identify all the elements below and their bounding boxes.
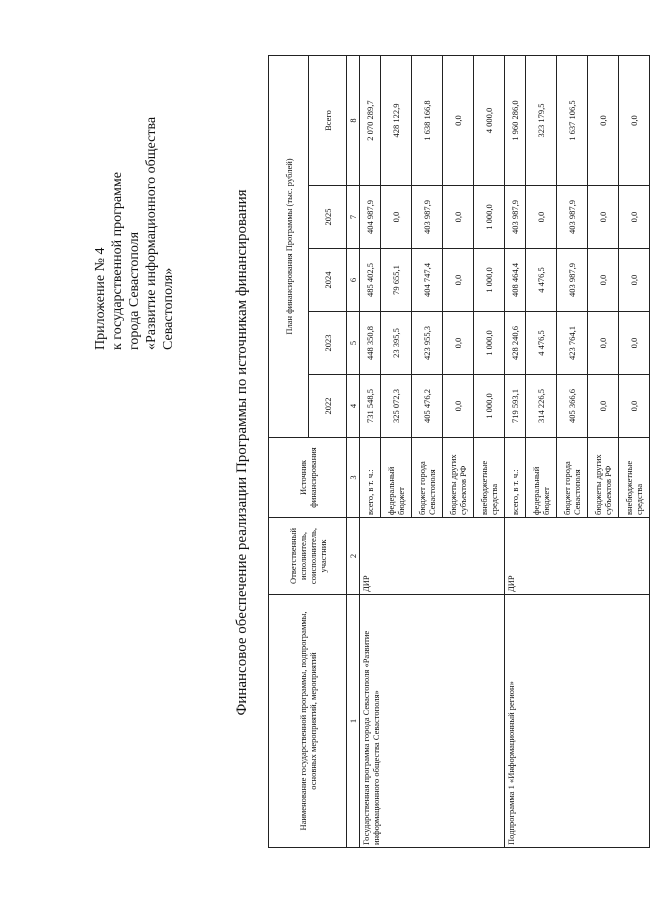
amount-cell: 1 000,0 xyxy=(474,375,505,438)
amount-cell: 0,0 xyxy=(588,312,619,375)
amount-cell: 403 987,9 xyxy=(557,249,588,312)
amount-cell: 405 476,2 xyxy=(412,375,443,438)
amount-cell: 423 764,1 xyxy=(557,312,588,375)
amount-cell: 0,0 xyxy=(619,312,650,375)
amount-cell: 448 350,8 xyxy=(360,312,381,375)
amount-cell: 405 366,6 xyxy=(557,375,588,438)
total-cell: 323 179,5 xyxy=(526,55,557,185)
column-number: 2 xyxy=(347,518,360,595)
amount-cell: 4 476,5 xyxy=(526,312,557,375)
amount-cell: 428 240,6 xyxy=(505,312,526,375)
header-year: 2023 xyxy=(309,312,347,375)
source-cell: всего, в т. ч.: xyxy=(505,438,526,518)
header-total: Всего xyxy=(309,55,347,185)
source-cell: федеральный бюджет xyxy=(381,438,412,518)
amount-cell: 0,0 xyxy=(619,375,650,438)
total-cell: 0,0 xyxy=(619,55,650,185)
appendix-line: Севастополя» xyxy=(161,267,176,350)
total-cell: 4 000,0 xyxy=(474,55,505,185)
header-name: Наименование государственной программы, подпрограммы, основных мероприятий, мероприятий xyxy=(269,595,347,848)
total-cell: 428 122,9 xyxy=(381,55,412,185)
program-name-cell: Подпрограмма 1 «Информационный регион» xyxy=(505,595,650,848)
total-cell: 1 960 286,0 xyxy=(505,55,526,185)
column-number: 6 xyxy=(347,249,360,312)
appendix-line: города Севастополя xyxy=(127,231,142,350)
amount-cell: 1 000,0 xyxy=(474,312,505,375)
column-number: 7 xyxy=(347,186,360,249)
total-cell: 0,0 xyxy=(588,55,619,185)
column-numbers-row xyxy=(347,55,360,847)
total-cell: 1 638 166,8 xyxy=(412,55,443,185)
executor-cell: ДИР xyxy=(360,518,505,595)
amount-cell: 423 955,3 xyxy=(412,312,443,375)
appendix-line: к государственной программе xyxy=(110,172,125,350)
source-cell: бюджеты других субъектов РФ xyxy=(588,438,619,518)
source-cell: бюджеты других субъектов РФ xyxy=(443,438,474,518)
amount-cell: 403 987,9 xyxy=(412,186,443,249)
amount-cell: 0,0 xyxy=(619,249,650,312)
amount-cell: 0,0 xyxy=(443,186,474,249)
amount-cell: 404 987,9 xyxy=(360,186,381,249)
header-plan: План финансирования Программы (тыс. рублей) xyxy=(269,55,309,437)
document-title: Финансовое обеспечение реализации Программы по источникам финансирования xyxy=(234,189,250,716)
amount-cell: 404 747,4 xyxy=(412,249,443,312)
amount-cell: 1 000,0 xyxy=(474,186,505,249)
amount-cell: 1 000,0 xyxy=(474,249,505,312)
source-cell: бюджет города Севастополя xyxy=(412,438,443,518)
amount-cell: 23 395,5 xyxy=(381,312,412,375)
amount-cell: 719 593,1 xyxy=(505,375,526,438)
amount-cell: 0,0 xyxy=(443,375,474,438)
source-cell: внебюджетные средства xyxy=(619,438,650,518)
header-year: 2024 xyxy=(309,249,347,312)
source-cell: федеральный бюджет xyxy=(526,438,557,518)
header-source: Источник финансирования xyxy=(269,438,347,518)
amount-cell: 0,0 xyxy=(619,186,650,249)
amount-cell: 4 476,5 xyxy=(526,249,557,312)
column-number: 4 xyxy=(347,375,360,438)
amount-cell: 0,0 xyxy=(588,375,619,438)
total-cell: 2 070 289,7 xyxy=(360,55,381,185)
appendix-line: «Развитие информационного общества xyxy=(144,116,159,350)
source-cell: бюджет города Севастополя xyxy=(557,438,588,518)
total-cell: 1 637 106,5 xyxy=(557,55,588,185)
amount-cell: 403 987,9 xyxy=(505,186,526,249)
amount-cell: 0,0 xyxy=(588,186,619,249)
column-number: 5 xyxy=(347,312,360,375)
table-row xyxy=(505,55,526,847)
amount-cell: 403 987,9 xyxy=(557,186,588,249)
amount-cell: 0,0 xyxy=(443,249,474,312)
amount-cell: 0,0 xyxy=(588,249,619,312)
amount-cell: 0,0 xyxy=(443,312,474,375)
source-cell: внебюджетные средства xyxy=(474,438,505,518)
header-executor: Ответственный исполнитель, соисполнитель, участник xyxy=(269,518,347,595)
appendix-line: Приложение № 4 xyxy=(93,247,108,350)
amount-cell: 0,0 xyxy=(526,186,557,249)
column-number: 1 xyxy=(347,595,360,848)
amount-cell: 325 072,3 xyxy=(381,375,412,438)
source-cell: всего, в т. ч.: xyxy=(360,438,381,518)
amount-cell: 79 655,1 xyxy=(381,249,412,312)
amount-cell: 485 402,5 xyxy=(360,249,381,312)
table-row xyxy=(360,55,381,847)
amount-cell: 314 226,5 xyxy=(526,375,557,438)
program-name-cell: Государственная программа города Севастополя «Развитие информационного общества Севастополя» xyxy=(360,595,505,848)
column-number: 8 xyxy=(347,55,360,185)
amount-cell: 408 464,4 xyxy=(505,249,526,312)
header-year: 2022 xyxy=(309,375,347,438)
header-year: 2025 xyxy=(309,186,347,249)
financing-table xyxy=(268,55,650,848)
amount-cell: 731 548,5 xyxy=(360,375,381,438)
executor-cell: ДИР xyxy=(505,518,650,595)
appendix-block xyxy=(92,117,177,350)
header-row xyxy=(269,55,309,847)
total-cell: 0,0 xyxy=(443,55,474,185)
column-number: 3 xyxy=(347,438,360,518)
amount-cell: 0,0 xyxy=(381,186,412,249)
